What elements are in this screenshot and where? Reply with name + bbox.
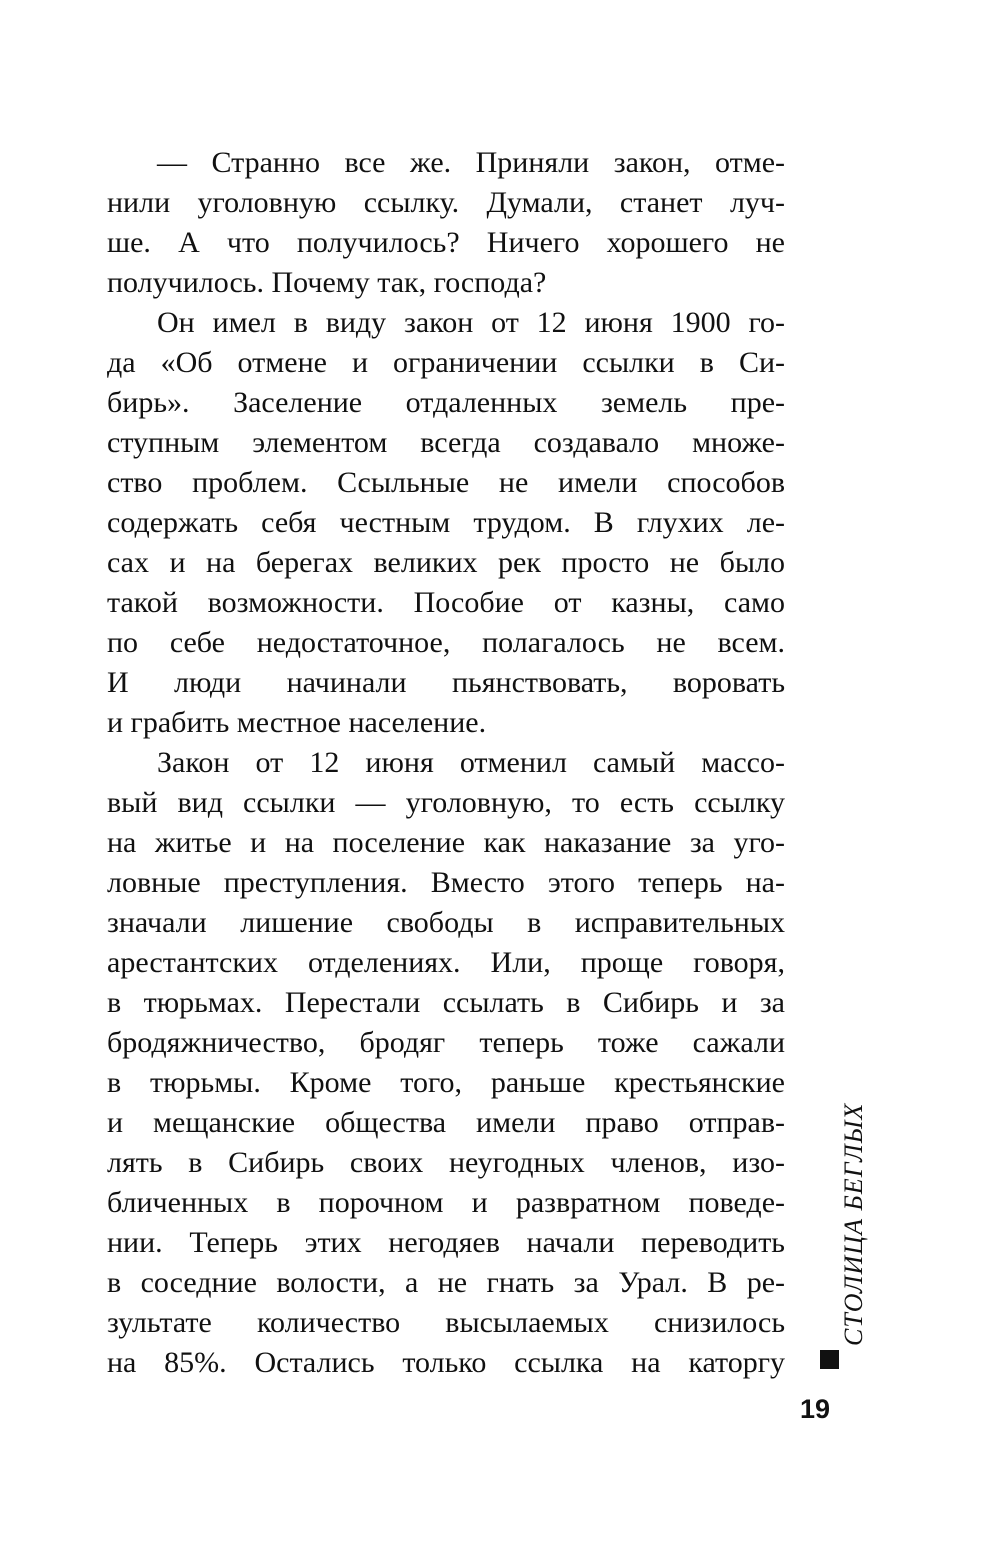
text-line: ше. А что получилось? Ничего хорошего не [107,226,785,259]
text-line: и грабить местное население. [107,706,487,739]
text-line: ство проблем. Ссыльные не имели способов [107,466,785,499]
running-title: СТОЛИЦА БЕГЛЫХ [839,1102,868,1346]
text-line: бличенных в порочном и развратном поведе- [107,1186,785,1219]
text-line: Он имел в виду закон от 12 июня 1900 го- [157,306,785,339]
text-line: да «Об отмене и ограничении ссылки в Си- [107,346,785,379]
page-body [107,143,785,1383]
text-line: такой возможности. Пособие от казны, само [107,586,785,619]
text-line: ловные преступления. Вместо этого теперь на- [107,866,785,899]
text-line: нии. Теперь этих негодяев начали переводить [107,1226,785,1259]
text-line: зультате количество высылаемых снизилось [107,1306,785,1339]
text-line: нили уголовную ссылку. Думали, станет луч- [107,186,785,219]
text-line: бирь». Заселение отдаленных земель пре- [107,386,785,419]
text-line: И люди начинали пьянствовать, воровать [107,666,785,699]
text-line: на житье и на поселение как наказание за уго- [107,826,785,859]
text-line: Закон от 12 июня отменил самый массо- [157,746,785,779]
text-line: на 85%. Остались только ссылка на каторгу [107,1346,785,1379]
text-line: — Странно все же. Приняли закон, отме- [157,146,785,179]
text-line: содержать себя честным трудом. В глухих ле- [107,506,785,539]
text-line: вый вид ссылки — уголовную, то есть ссылку [107,786,785,819]
page-number: 19 [799,1394,831,1424]
text-line: в соседние волости, а не гнать за Урал. В ре- [107,1266,785,1299]
text-line: в тюрьмах. Перестали ссылать в Сибирь и за [107,986,785,1019]
square-marker-icon [820,1350,839,1369]
text-line: арестантских отделениях. Или, проще говоря, [107,946,785,979]
text-line: ступным элементом всегда создавало множе- [107,426,785,459]
text-line: бродяжничество, бродяг теперь тоже сажали [107,1026,785,1059]
text-line: в тюрьмы. Кроме того, раньше крестьянские [107,1066,785,1099]
text-line: по себе недостаточное, полагалось не всем. [107,626,785,659]
text-line: значали лишение свободы в исправительных [107,906,785,939]
text-line: лять в Сибирь своих неугодных членов, изо- [107,1146,785,1179]
text-line: и мещанские общества имели право отправ- [107,1106,785,1139]
text-line: получилось. Почему так, господа? [107,266,547,299]
text-line: сах и на берегах великих рек просто не было [107,546,785,579]
